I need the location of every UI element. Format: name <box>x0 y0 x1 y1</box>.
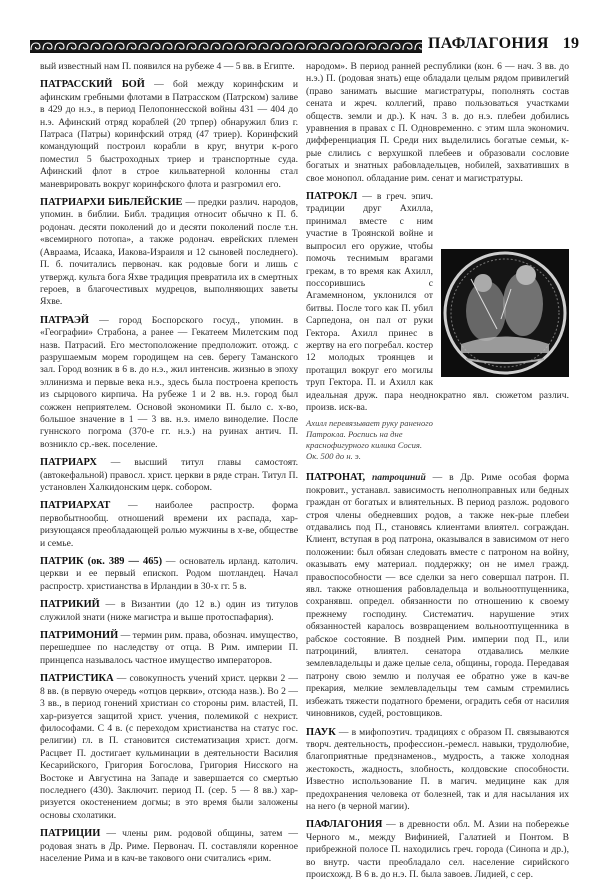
entry-body: — предки различ. народов, упомин. в библии. Библ. традиция относит обычно к П. б. родонач. десяти поколений до и десяти поколений после т.н. «всемирного потопа», а также родонач. еврейских племен (Авраама, Исаака, Иакова-Израиля и 12 сыновей последнего). П. б. почитались первонач. как родовые боги и лишь с утвержд. культа бога Яхве традиция превратила их в смертных героев, в благочестивых мудрецов, выполняющих заветы Яхве. <box>40 197 298 308</box>
running-header <box>428 35 579 53</box>
entry-patrimoniy <box>40 630 298 667</box>
entry-term: ПАУК <box>306 726 336 738</box>
entry-term: ПАТРОКЛ <box>306 191 358 203</box>
entry-body: вый известный нам П. появился на рубеже 4 — 5 вв. в Египте. <box>40 61 295 72</box>
entry-body: народом». В период ранней республики (кон. 6 — нач. 3 вв. до н.э.) П. (родовая знать) еще обладали целым рядом привилегий (право занимать высшие магистратуры, пополнять состав сената и жреч. коллегий, право пользоваться участками обществ. земли и др.). К нач. 3 в. до н.э. плебеи добились уравнения в правах с П. Одновременно. с этим шла экономич. дифференциация П. Среди них выделились богатые семьи, к-рые слились с верхушкой плебеев и образовали сословие богатых и знатных рабовладельцев, нобилей, захвативших в свое монопол. обладание рим. сенат и магистратуры. <box>306 61 569 184</box>
entry-body: — в мифопоэтич. традициях с образом П. связываются творч. деятельность, профессион.-ремесл. навыки, трудолюбие, благоприятные предзнаменов., мудрость, а также холодная жестокость, жадность, злобность, колдовские способности. Известно использование П. в магич. медицине как для предохранения человека от болезней, так и для насылания их на него (в черной магии). <box>306 726 569 812</box>
entry-patritsii <box>40 828 298 865</box>
kylix-painting-image <box>441 249 569 377</box>
entry-body: — в греч. эпич. традиции друг Ахилла, принимал вместе с ним участие в Троянской войне и выпросил его оружие, чтобы помочь теснимым врагами грекам, в то время как Ахилл, поссорившись с Агамемноном, уклонился от битвы. После того как П. убил Сарпедона, он пал от руки Гектора. Ахилл принес в жертву на его погребал. костер 12 молодых троянцев и протащил вокруг его могилы труп Гектора. П. и Ахилл как идеальная друж. пара неоднократно явл. сюжетом различ. произв. иск-ва. <box>306 191 569 413</box>
entry-body: — основатель ирланд. католич. церкви и ее первый епископ. Родом шотландец. Начал распростр. христианства в Ирландии в 30-х гг. 5 в. <box>40 556 298 592</box>
entry-body: — в Др. Риме особая форма покровит., устанавл. зависимость неполноправных или бедных граждан от богатых и влиятельных. В период разлож. родового строя члены обедневших родов, а также нек-рые плебеи отдавались под П., становясь клиентами влиятел. сограждан. Клиент, вступая в род патрона, оказывался в зависимом от него положении: был обязан следовать вместе с патроном на войну, оказывать ему материал. поддержку; он не имел гражд. правоспособности — все сделки за него совершал патрон. П. явл. также отношения рабовладельца и вольноотпущенника, сохранявш. определ. обязанности по отношению к своему прежнему господину. Систематич. нарушение этих обязанностей каралось возвращением вольноотпущенника в рабское состояние. В поздней Рим. империи под П., или патроциний, влиятел. сенатора отдавались мелкие землевладельцы и даже целые села, общины, города. Передавая патрону свою землю и получая ее обратно уже в кач-ве прекария, мелкие землевладельцы тем самым стремились избежать тяжести податного бремени, оградить себя от насилия чиновников, судей, ростовщиков. <box>306 472 569 720</box>
entry-term: ПАТРОНАТ, <box>306 472 366 484</box>
entry-term: ПАТРИАРХ <box>40 457 97 469</box>
entry-patrassky-boy <box>40 79 298 191</box>
running-title: ПАФЛАГОНИЯ <box>428 35 549 52</box>
entry-patronat <box>306 472 569 720</box>
entry-term: ПАТРИАРХИ БИБЛЕЙСКИЕ <box>40 197 183 209</box>
entry-term: ПАТРИК (ок. 389 — 465) <box>40 556 163 568</box>
entry-paflagoniya <box>306 819 569 881</box>
entry-term: ПАТРИЦИИ <box>40 828 101 840</box>
entry-body: — высший титул главы самостоят. (автокефальной) правосл. христ. церкви в ряде стран. Титул П. установлен Халкидонским церк. собором. <box>40 457 298 493</box>
entry-pauk <box>306 727 569 814</box>
entry-alt-term: патроциний <box>371 472 426 484</box>
entry-patriarkh <box>40 457 298 494</box>
entry-patrokl <box>306 191 569 462</box>
entry-term: ПАФЛАГОНИЯ <box>306 819 383 831</box>
entry-term: ПАТРИАРХАТ <box>40 500 111 512</box>
entry-body: — в Византии (до 12 в.) один из титулов служилой знати (ниже магистра и выше протоспафария). <box>40 599 298 623</box>
ornamental-meander-band <box>30 40 422 53</box>
entry-body: — в древности обл. М. Азии на побережье Черного м., между Вифинией, Галатией и Понтом. В прибрежной полосе П. находились греч. города (Синопа и др.), во внутр. части преобладало сел. население сирийского происхожд. В 6 в. до н.э. П. была завоев. Лидией, с сер. <box>306 819 570 880</box>
entry-term: ПАТРИКИЙ <box>40 599 100 611</box>
entry-term: ПАТРАЭЙ <box>40 314 89 326</box>
entry-body: — совокупность учений христ. церкви 2 — 8 вв. (в первую очередь «отцов церкви», отсюда назв.). Во 2 — 3 вв., в период гонений христиан со стороны рим. властей, П. хар-ризуется защитой христ. учения, полемикой с нехрист. философами. С 4 в. (с переходом христианства на статус гос. религии) гл. в П. становится систематизация христ. догм. Расцвет П. достигает кульминации в деятельности Василия Кесарийского, Григория Богослова, Григория Нисского на Востоке и Августина на Западе и завершается со смертью последнего (430). Заключит. период П. (сер. 5 — 8 вв.) хар-ризуется окостенением догмы; в это время были заложены основы схолатики. <box>40 673 299 821</box>
entry-body: — термин рим. права, обознач. имущество, перешедшее по наследству от отца. В Рим. империи П. принцепса называлось частное имущество императоров. <box>40 630 299 666</box>
entry-body: — наиболее распростр. форма первобытнообщ. отношений времени их распада, хар-ризующаяся преобладающей ролью мужчины в х-ве, обществе и семье. <box>40 500 298 549</box>
entry-body: — бой между коринфским и афинским гребными флотами в Патрасском (Патрском) заливе в 429 до н.э., в период Пелопоннесской войны 431 — 404 до н.э. Афинский отряд кораблей (20 трпер) обнаружил близ г. Патраса (Патры) коринфский отряд (47 триер). Коринфский командующий построил корабли в круг, внутри к-рого поместил 5 быстроходных триер и транспортные суда. Афинский флот в строе кильватерной колонны стал маневрировать вокруг коринфского флота и разгромил его. <box>40 79 298 190</box>
entry-term: ПАТРАССКИЙ БОЙ <box>40 79 145 91</box>
entry-term: ПАТРИМОНИЙ <box>40 630 119 642</box>
figure-caption: Ахилл перевязывает руку раненого Патрокла. Роспись на дне краснофигурного килика Сосия. Ок. 500 до н. э. <box>306 418 433 462</box>
right-column <box>306 61 569 887</box>
entry-term: ПАТРИСТИКА <box>40 673 114 685</box>
entry-patriarkhat <box>40 500 298 550</box>
page-number: 19 <box>562 35 580 52</box>
entry-patristika <box>40 673 298 822</box>
entry-body: — члены рим. родовой общины, затем — родовая знать в Др. Риме. Первонач. П. составляли коренное население Рима и в кач-ве такового они считались «рим. <box>40 828 298 864</box>
left-column <box>40 61 298 871</box>
entry-body: — город Боспорского госуд., упомин. в «Географии» Страбона, а ранее — Гекатеем Милетским под назв. Патрасий. Его местоположение предположит. отожд. с разрушаемым морем городищем на сев. берегу Таманского зал. Город возник в 6 в. до н.э., жил интенсив. жизнью в эпоху эллинизма и первые века н.э., здесь была построена крепость из сырцового кирпича. На рубеже 1 и 2 вв. н.э. город был сожжен неприятелем. Основой экономики П. было с. х-во, большое значение в 1 — 3 вв. н.э. имело виноделие. После гуннского погрома (370-е гг. н.э.) на руинах антич. П. возникло ср.-век. поселение. <box>40 314 298 450</box>
entry-patriarkhi-bibleiskie <box>40 197 298 309</box>
entry-patrikiy <box>40 599 298 624</box>
entry-continuation <box>40 61 298 73</box>
entry-continuation <box>306 61 569 185</box>
entry-patrik <box>40 556 298 593</box>
entry-patraei <box>40 315 298 451</box>
